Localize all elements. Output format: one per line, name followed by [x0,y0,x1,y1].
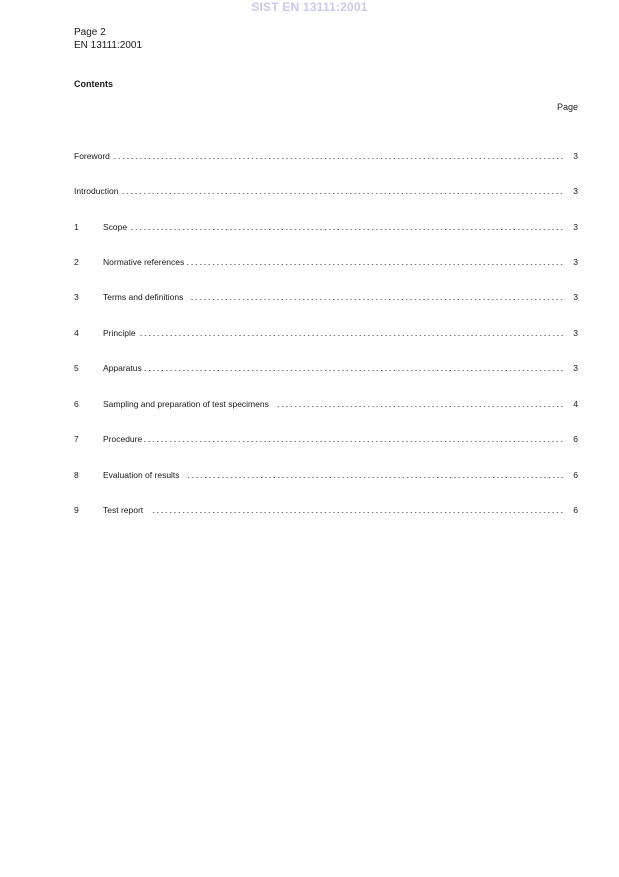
toc-entry-title: Procedure [103,434,143,444]
dot-leader [186,264,564,265]
toc-entry-title: Evaluation of results [103,470,180,480]
toc-entry-title: Introduction [74,186,119,196]
toc-entry-number: 1 [74,222,79,232]
toc-entry-page: 3 [573,222,578,232]
dot-leader [144,441,564,442]
toc-entry-page: 4 [573,399,578,409]
toc-entry-title: Test report [103,505,144,515]
standard-id-header: EN 13111:2001 [74,40,143,51]
page-number-header: Page 2 [74,27,106,38]
toc-entry-number: 5 [74,363,79,373]
dot-leader [275,406,564,407]
toc-entry-sampling[interactable] [74,398,578,410]
toc-entry-number: 3 [74,292,79,302]
toc-entry-number: 8 [74,470,79,480]
toc-entry-terms-and-definitions[interactable] [74,291,578,303]
contents-heading: Contents [74,79,113,89]
page-column-label: Page [556,102,578,112]
toc-entry-page: 3 [573,151,578,161]
dot-leader [151,512,564,513]
toc-entry-page: 6 [573,434,578,444]
toc-entry-title: Apparatus [103,363,142,373]
toc-entry-foreword[interactable] [74,150,578,162]
toc-entry-number: 4 [74,328,79,338]
dot-leader [191,299,564,300]
dot-leader [144,370,564,371]
toc-entry-title: Foreword [74,151,110,161]
toc-entry-title: Principle [103,328,136,338]
toc-entry-number: 2 [74,257,79,267]
toc-entry-test-report[interactable] [74,504,578,516]
toc-entry-page: 3 [573,363,578,373]
toc-entry-title: Sampling and preparation of test specimens [103,399,269,409]
toc-entry-scope[interactable] [74,221,578,233]
toc-entry-page: 3 [573,292,578,302]
toc-entry-apparatus[interactable] [74,362,578,374]
toc-entry-number: 9 [74,505,79,515]
toc-entry-evaluation-of-results[interactable] [74,469,578,481]
toc-entry-title: Normative references [103,257,185,267]
toc-entry-introduction[interactable] [74,185,578,197]
toc-entry-title: Scope [103,222,128,232]
dot-leader [129,229,564,230]
toc-entry-normative-references[interactable] [74,256,578,268]
dot-leader [188,477,564,478]
toc-entry-page: 3 [573,257,578,267]
watermark: SIST EN 13111:2001 [251,0,368,14]
toc-entry-page: 6 [573,505,578,515]
toc-entry-principle[interactable] [74,327,578,339]
dot-leader [114,158,564,159]
toc-entry-page: 3 [573,328,578,338]
toc-entry-page: 6 [573,470,578,480]
toc-entry-number: 7 [74,434,79,444]
toc-entry-procedure[interactable] [74,433,578,445]
toc-entry-title: Terms and definitions [103,292,184,302]
toc-entry-page: 3 [573,186,578,196]
dot-leader [140,335,564,336]
toc-entry-number: 6 [74,399,79,409]
dot-leader [120,193,564,194]
